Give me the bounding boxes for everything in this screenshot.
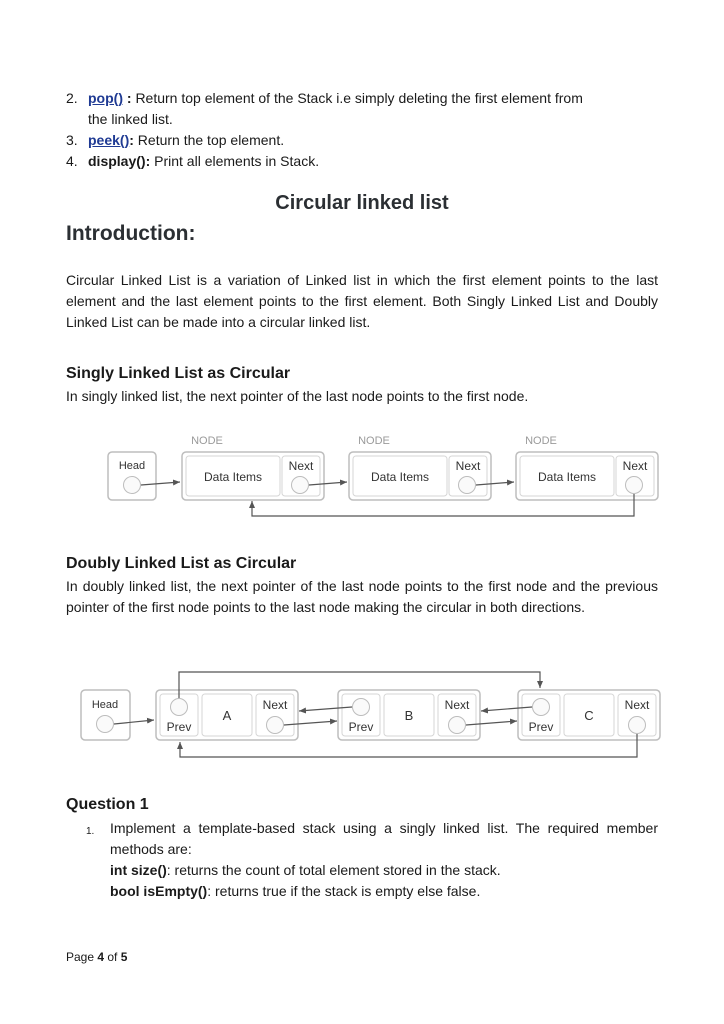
singly-paragraph: In singly linked list, the next pointer of the last node points to the first node. bbox=[66, 388, 529, 404]
list-separator: : bbox=[122, 90, 136, 106]
footer-prefix: Page bbox=[66, 950, 98, 964]
list-item-display bbox=[66, 151, 660, 172]
singly-circular-diagram bbox=[0, 428, 724, 524]
data-items-label: Data Items bbox=[537, 470, 597, 484]
list-node bbox=[516, 452, 658, 500]
display-method: display(): bbox=[88, 153, 151, 169]
doubly-circular-diagram bbox=[0, 664, 724, 764]
node-caption: NODE bbox=[525, 435, 557, 447]
question-title: Question 1 bbox=[66, 796, 149, 813]
node-value: A bbox=[222, 708, 232, 723]
next-label: Next bbox=[444, 698, 470, 712]
next-label: Next bbox=[455, 459, 481, 473]
node-caption: NODE bbox=[358, 435, 390, 447]
head-label: Head bbox=[118, 460, 146, 472]
list-node-a bbox=[156, 690, 298, 740]
intro-paragraph: Circular Linked List is a variation of Linked list in which the first element points to the last element and the last element points to the first element. Both Singly Linked List and Doubly Linked List can be made into a circular linked list. bbox=[66, 272, 658, 330]
total-pages: 5 bbox=[120, 950, 128, 964]
question-text: Implement a template-based stack using a singly linked list. The required member methods are: bbox=[110, 820, 658, 857]
data-items-label: Data Items bbox=[203, 470, 263, 484]
node-caption: NODE bbox=[191, 435, 223, 447]
list-node bbox=[182, 452, 324, 500]
list-node-c bbox=[518, 690, 660, 740]
head-node bbox=[81, 690, 130, 740]
list-desc: Print all elements in Stack. bbox=[150, 153, 320, 169]
method-name: bool isEmpty() bbox=[110, 883, 208, 899]
list-separator: : bbox=[129, 132, 134, 148]
intro-heading: Introduction: bbox=[66, 222, 196, 245]
list-number: 4. bbox=[66, 153, 78, 169]
list-node bbox=[349, 452, 491, 500]
prev-label: Prev bbox=[348, 720, 374, 734]
list-desc: Return top element of the Stack i.e simply deleting the first element from bbox=[135, 90, 583, 106]
method-name: int size() bbox=[110, 862, 167, 878]
list-number: 2. bbox=[66, 90, 78, 106]
prev-label: Prev bbox=[166, 720, 192, 734]
current-page: 4 bbox=[97, 950, 105, 964]
pop-link[interactable]: pop() bbox=[88, 90, 123, 106]
data-items-label: Data Items bbox=[370, 470, 430, 484]
list-desc-cont: the linked list. bbox=[88, 111, 173, 127]
next-label: Next bbox=[262, 698, 288, 712]
method-desc: : returns the count of total element stored in the stack. bbox=[166, 862, 501, 878]
node-value: B bbox=[404, 708, 414, 723]
doubly-paragraph: In doubly linked list, the next pointer of the last node points to the first node and the previous pointer of the first node points to the last node making the circular in both directions. bbox=[66, 578, 658, 615]
question-number: 1. bbox=[86, 826, 95, 837]
head-label: Head bbox=[91, 699, 119, 711]
list-desc: Return the top element. bbox=[133, 132, 285, 148]
next-label: Next bbox=[624, 698, 650, 712]
list-item-peek bbox=[66, 130, 660, 151]
footer-mid: of bbox=[104, 950, 121, 964]
singly-heading: Singly Linked List as Circular bbox=[66, 365, 291, 382]
next-label: Next bbox=[288, 459, 314, 473]
method-desc: : returns true if the stack is empty else false. bbox=[207, 883, 481, 899]
node-value: C bbox=[584, 708, 594, 723]
page-footer bbox=[66, 950, 127, 964]
section-title: Circular linked list bbox=[275, 192, 449, 214]
next-label: Next bbox=[622, 459, 648, 473]
list-node-b bbox=[338, 690, 480, 740]
list-item-pop bbox=[66, 88, 660, 130]
doubly-heading: Doubly Linked List as Circular bbox=[66, 555, 297, 572]
head-node bbox=[108, 452, 156, 500]
peek-link[interactable]: peek() bbox=[88, 132, 130, 148]
prev-label: Prev bbox=[528, 720, 554, 734]
list-number: 3. bbox=[66, 132, 78, 148]
